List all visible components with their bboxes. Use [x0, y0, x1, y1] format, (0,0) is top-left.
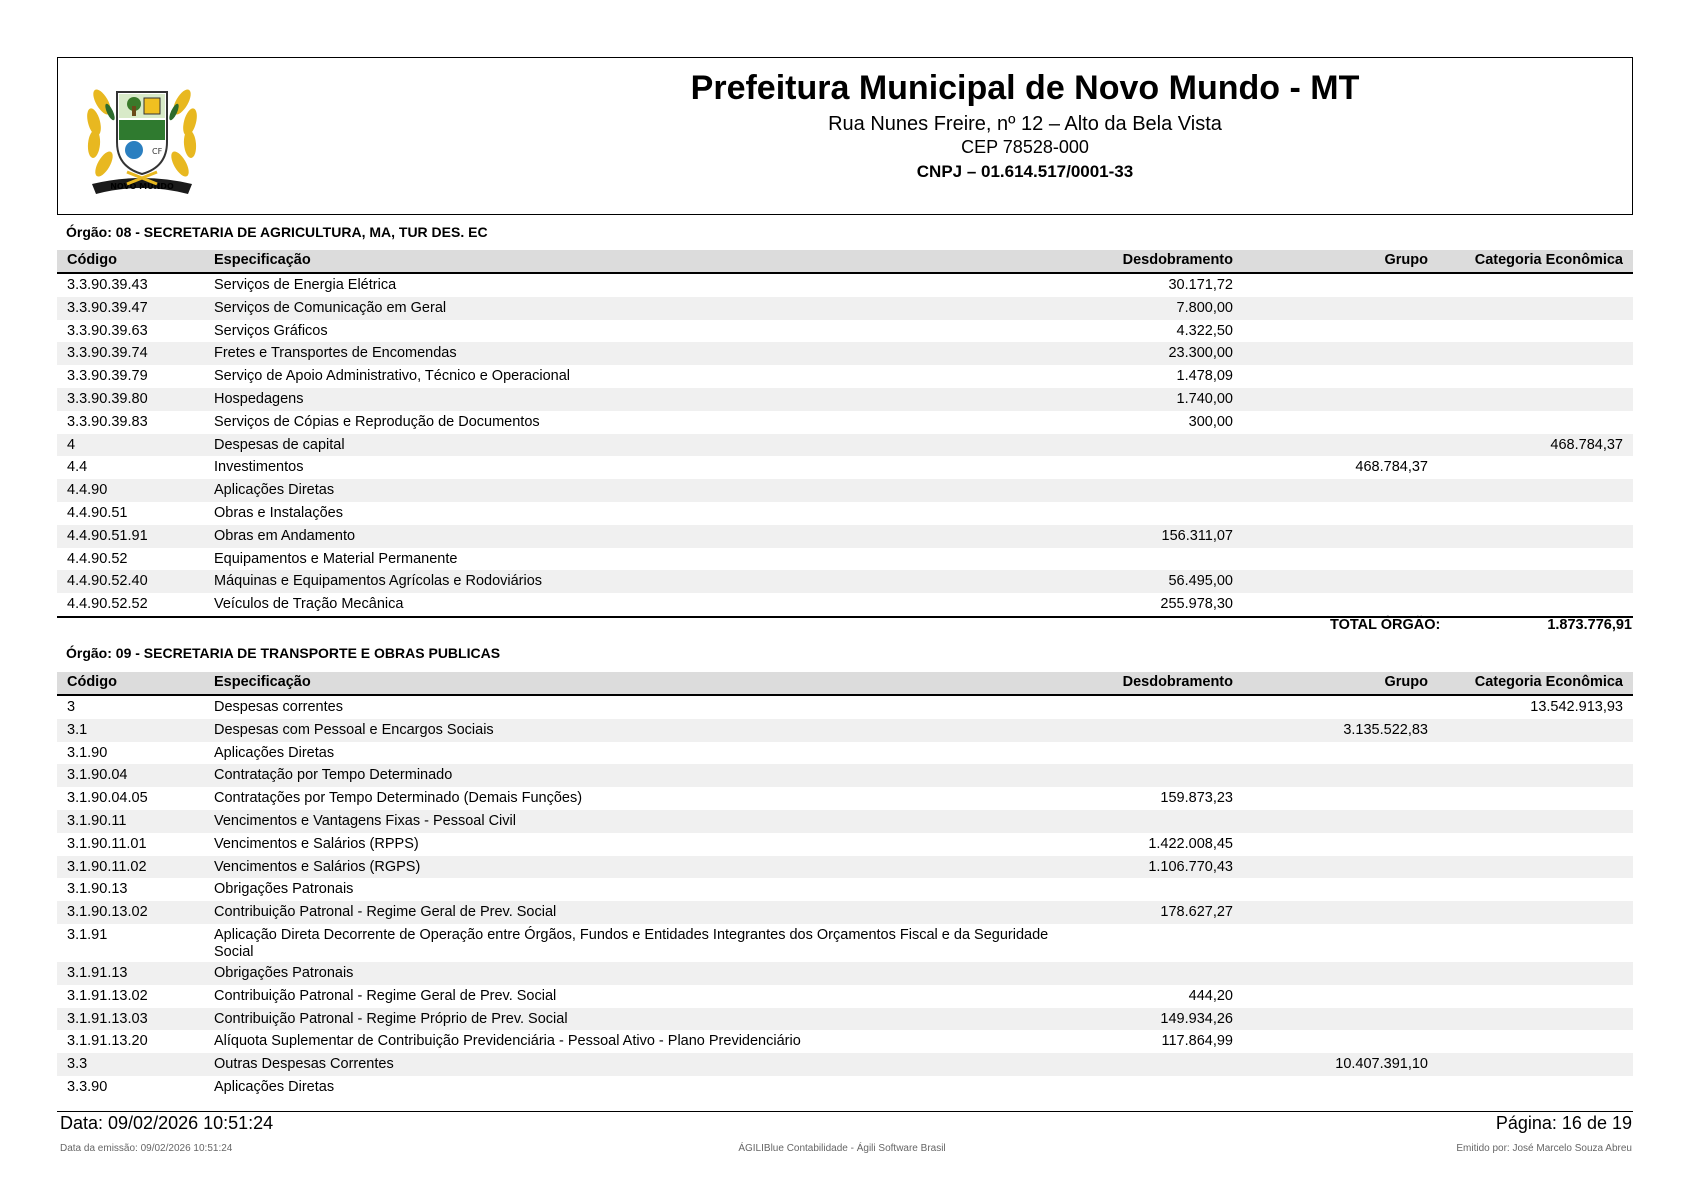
cell-especificacao: Contribuição Patronal - Regime Geral de Prev. Social [214, 904, 557, 921]
cell-grupo: 3.135.522,83 [1343, 721, 1428, 738]
orgao-09-title: Órgão: 09 - SECRETARIA DE TRANSPORTE E OBRAS PUBLICAS [66, 645, 501, 661]
page-number: Página: 16 de 19 [1495, 1113, 1632, 1133]
table-row [57, 1053, 1633, 1076]
cell-especificacao: Despesas com Pessoal e Encargos Sociais [214, 721, 494, 738]
table-row [57, 456, 1633, 479]
table-row [57, 742, 1633, 765]
table-row [57, 787, 1633, 810]
cell-especificacao: Investimentos [214, 459, 304, 476]
cell-especificacao: Vencimentos e Vantagens Fixas - Pessoal Civil [214, 812, 516, 829]
svg-text:NOVO MUNDO: NOVO MUNDO [110, 182, 174, 191]
col-especificacao: Especificação [214, 252, 311, 268]
cell-especificacao: Aplicações Diretas [214, 1078, 335, 1095]
cell-especificacao: Serviços de Cópias e Reprodução de Documentos [214, 413, 540, 430]
cell-desdobramento: 1.106.770,43 [1148, 858, 1233, 875]
page-title: Prefeitura Municipal de Novo Mundo - MT [690, 69, 1360, 107]
cell-desdobramento: 1.478,09 [1176, 368, 1233, 385]
cell-codigo: 4.4.90.52.52 [67, 596, 148, 613]
col-codigo: Código [67, 252, 117, 268]
cell-especificacao: Contribuição Patronal - Regime Geral de Prev. Social [214, 987, 557, 1004]
cell-grupo: 10.407.391,10 [1335, 1056, 1428, 1073]
cell-codigo: 3.1.90.11.02 [67, 858, 147, 875]
cell-desdobramento: 444,20 [1188, 987, 1233, 1004]
cell-codigo: 3.3.90.39.79 [67, 368, 148, 385]
cell-desdobramento: 156.311,07 [1161, 527, 1233, 544]
cell-codigo: 3.1.91.13.20 [67, 1033, 148, 1050]
cell-especificacao: Serviços Gráficos [214, 322, 328, 339]
col-grupo: Grupo [1384, 252, 1428, 268]
orgao-08-title: Órgão: 08 - SECRETARIA DE AGRICULTURA, MA, TUR DES. EC [66, 224, 488, 240]
cell-desdobramento: 1.740,00 [1176, 390, 1233, 407]
table-row [57, 388, 1633, 411]
col-codigo: Código [67, 674, 117, 690]
cell-especificacao: Contratações por Tempo Determinado (Demais Funções) [214, 790, 583, 807]
orgao-08-table [57, 250, 1633, 618]
cell-codigo: 3.1.91.13.03 [67, 1010, 148, 1027]
cell-especificacao: Outras Despesas Correntes [214, 1056, 394, 1073]
table-row [57, 411, 1633, 434]
cell-desdobramento: 117.864,99 [1161, 1033, 1233, 1050]
cell-codigo: 4 [67, 436, 76, 453]
cell-codigo: 4.4.90.52.40 [67, 573, 148, 590]
cell-codigo: 4.4.90.51.91 [67, 527, 148, 544]
cell-codigo: 3.1.90.04 [67, 767, 128, 784]
col-categoria: Categoria Econômica [1474, 252, 1623, 268]
cell-especificacao: Serviços de Comunicação em Geral [214, 299, 447, 316]
table-row [57, 696, 1633, 719]
table-row [57, 878, 1633, 901]
cell-especificacao: Vencimentos e Salários (RPPS) [214, 835, 419, 852]
table-row [57, 525, 1633, 548]
table-row [57, 962, 1633, 985]
address: Rua Nunes Freire, nº 12 – Alto da Bela Vista [828, 113, 1222, 135]
table-row [57, 342, 1633, 365]
table-row [57, 1076, 1633, 1099]
table-row [57, 274, 1633, 297]
cell-codigo: 3.1.90.11 [67, 812, 127, 829]
col-grupo: Grupo [1384, 674, 1428, 690]
cell-especificacao: Fretes e Transportes de Encomendas [214, 345, 457, 362]
cell-codigo: 4.4.90 [67, 482, 108, 499]
cell-codigo: 3.3.90.39.47 [67, 299, 148, 316]
cell-especificacao: Hospedagens [214, 390, 304, 407]
table-row [57, 479, 1633, 502]
cell-especificacao: Contribuição Patronal - Regime Próprio de Prev. Social [214, 1010, 568, 1027]
cell-desdobramento: 149.934,26 [1160, 1010, 1233, 1027]
cell-codigo: 3.1.91.13.02 [67, 987, 148, 1004]
cell-especificacao: Vencimentos e Salários (RGPS) [214, 858, 421, 875]
emission-date: Data da emissão: 09/02/2026 10:51:24 [60, 1143, 233, 1154]
cell-codigo: 3.3.90.39.83 [67, 413, 148, 430]
cell-desdobramento: 300,00 [1188, 413, 1233, 430]
cell-especificacao: Aplicação Direta Decorrente de Operação entre Órgãos, Fundos e Entidades Integrantes dos Orçamentos Fiscal e da Seguridade Social [214, 926, 1049, 960]
cell-desdobramento: 1.422.008,45 [1148, 835, 1233, 852]
cell-desdobramento: 7.800,00 [1176, 299, 1233, 316]
cell-especificacao: Serviço de Apoio Administrativo, Técnico e Operacional [214, 368, 570, 385]
table-header [57, 672, 1633, 696]
cell-desdobramento: 178.627,27 [1160, 904, 1233, 921]
total-orgao-value: 1.873.776,91 [1547, 617, 1632, 633]
software-credit: ÁGILIBlue Contabilidade - Ágili Software Brasil [738, 1143, 946, 1154]
document-header [57, 57, 1633, 215]
cell-especificacao: Contratação por Tempo Determinado [214, 767, 453, 784]
table-row [57, 901, 1633, 924]
footer-divider [57, 1111, 1633, 1112]
cell-desdobramento: 255.978,30 [1160, 596, 1233, 613]
table-row [57, 502, 1633, 525]
table-row [57, 365, 1633, 388]
cell-categoria: 468.784,37 [1550, 436, 1623, 453]
cell-especificacao: Aplicações Diretas [214, 482, 335, 499]
cell-especificacao: Serviços de Energia Elétrica [214, 277, 397, 293]
cell-codigo: 3.1.90 [67, 744, 108, 761]
table-row [57, 985, 1633, 1008]
cell-codigo: 3.1.90.13 [67, 881, 128, 898]
table-row [57, 1008, 1633, 1031]
cell-codigo: 3.1 [67, 721, 88, 738]
cell-codigo: 3.3.90.39.43 [67, 277, 148, 293]
municipal-coat-of-arms-logo [72, 72, 212, 202]
cell-codigo: 3.3.90 [67, 1078, 108, 1095]
cell-codigo: 3.3.90.39.74 [67, 345, 148, 362]
col-desdobramento: Desdobramento [1122, 674, 1233, 690]
cell-codigo: 3.1.91 [67, 926, 108, 943]
cell-especificacao: Despesas correntes [214, 699, 343, 715]
cell-grupo: 468.784,37 [1355, 459, 1428, 476]
cell-categoria: 13.542.913,93 [1530, 699, 1623, 715]
cell-codigo: 3.1.91.13 [67, 964, 128, 981]
table-row [57, 570, 1633, 593]
cell-especificacao: Máquinas e Equipamentos Agrícolas e Rodoviários [214, 573, 543, 590]
cell-especificacao: Despesas de capital [214, 436, 345, 453]
cell-desdobramento: 4.322,50 [1176, 322, 1233, 339]
cell-especificacao: Obrigações Patronais [214, 964, 354, 981]
table-row [57, 1030, 1633, 1053]
cell-codigo: 4.4 [67, 459, 88, 476]
col-desdobramento: Desdobramento [1122, 252, 1233, 268]
table-row [57, 593, 1633, 616]
cell-desdobramento: 30.171,72 [1168, 277, 1233, 293]
cell-codigo: 4.4.90.51 [67, 504, 128, 521]
table-row [57, 810, 1633, 833]
cell-especificacao: Obrigações Patronais [214, 881, 354, 898]
cell-especificacao: Equipamentos e Material Permanente [214, 550, 458, 567]
table-row [57, 548, 1633, 571]
table-row [57, 856, 1633, 879]
table-row [57, 320, 1633, 343]
table-row [57, 297, 1633, 320]
table-row [57, 924, 1633, 962]
table-row [57, 833, 1633, 856]
cell-especificacao: Alíquota Suplementar de Contribuição Previdenciária - Pessoal Ativo - Plano Previdenciário [214, 1033, 801, 1050]
cell-especificacao: Veículos de Tração Mecânica [214, 596, 404, 613]
cell-especificacao: Aplicações Diretas [214, 744, 335, 761]
col-especificacao: Especificação [214, 674, 311, 690]
orgao-09-table [57, 672, 1633, 1099]
table-row [57, 434, 1633, 457]
table-header [57, 250, 1633, 274]
cell-codigo: 3.3.90.39.63 [67, 322, 148, 339]
issuer: Emitido por: José Marcelo Souza Abreu [1456, 1143, 1632, 1154]
col-categoria: Categoria Econômica [1474, 674, 1623, 690]
cep: CEP 78528-000 [961, 137, 1089, 157]
table-row [57, 719, 1633, 742]
cell-desdobramento: 23.300,00 [1168, 345, 1233, 362]
cell-codigo: 3.3 [67, 1056, 88, 1073]
svg-text:CF: CF [152, 147, 163, 156]
cell-codigo: 3.1.90.04.05 [67, 790, 148, 807]
cnpj: CNPJ – 01.614.517/0001-33 [916, 162, 1134, 181]
cell-especificacao: Obras e Instalações [214, 504, 343, 521]
cell-codigo: 3.3.90.39.80 [67, 390, 148, 407]
footer-date: Data: 09/02/2026 10:51:24 [60, 1113, 274, 1133]
cell-desdobramento: 159.873,23 [1160, 790, 1233, 807]
cell-codigo: 3 [67, 699, 76, 715]
table-row [57, 764, 1633, 787]
cell-codigo: 3.1.90.13.02 [67, 904, 148, 921]
cell-codigo: 4.4.90.52 [67, 550, 128, 567]
cell-desdobramento: 56.495,00 [1168, 573, 1233, 590]
cell-codigo: 3.1.90.11.01 [67, 835, 147, 852]
cell-especificacao: Obras em Andamento [214, 527, 356, 544]
total-orgao-label: TOTAL ÓRGÃO: [1330, 617, 1441, 633]
